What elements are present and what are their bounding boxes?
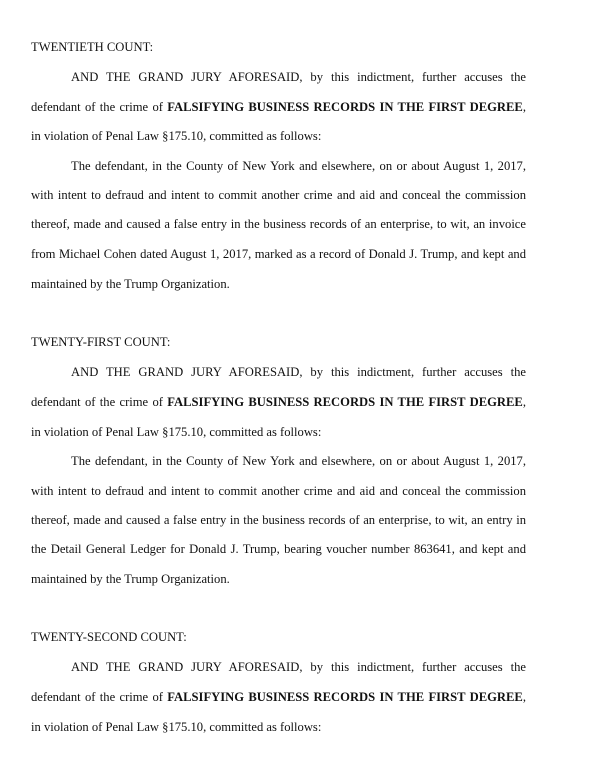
facts-line: maintained by the Trump Organization. bbox=[31, 277, 230, 291]
charge-line bbox=[31, 689, 526, 705]
charge-line: in violation of Penal Law §175.10, committed as follows: bbox=[31, 720, 322, 734]
facts-line: The defendant, in the County of New York and elsewhere, on or about August 1, 2017, bbox=[71, 454, 526, 468]
charge-punct: , bbox=[522, 690, 526, 704]
count-heading: TWENTIETH COUNT: bbox=[31, 40, 154, 54]
count-heading: TWENTY-FIRST COUNT: bbox=[31, 335, 171, 349]
facts-line: thereof, made and caused a false entry in the business records of an enterprise, to wit, an invoice bbox=[31, 217, 526, 231]
crime-name: FALSIFYING BUSINESS RECORDS IN THE FIRST DEGREE bbox=[167, 100, 523, 114]
charge-punct: , bbox=[522, 395, 526, 409]
facts-line: thereof, made and caused a false entry in the business records of an enterprise, to wit, an entry in bbox=[31, 513, 526, 527]
charge-line: AND THE GRAND JURY AFORESAID, by this indictment, further accuses the bbox=[71, 70, 526, 84]
facts-line: from Michael Cohen dated August 1, 2017, marked as a record of Donald J. Trump, and kept and bbox=[31, 247, 526, 261]
charge-punct: , bbox=[522, 100, 526, 114]
charge-text: defendant of the crime of bbox=[31, 100, 168, 114]
charge-line: AND THE GRAND JURY AFORESAID, by this indictment, further accuses the bbox=[71, 660, 526, 674]
charge-line: AND THE GRAND JURY AFORESAID, by this indictment, further accuses the bbox=[71, 365, 526, 379]
charge-line bbox=[31, 394, 526, 410]
crime-name: FALSIFYING BUSINESS RECORDS IN THE FIRST DEGREE bbox=[167, 690, 523, 704]
charge-line: in violation of Penal Law §175.10, committed as follows: bbox=[31, 129, 322, 143]
charge-line bbox=[31, 99, 526, 115]
facts-line: with intent to defraud and intent to commit another crime and aid and conceal the commission bbox=[31, 188, 526, 202]
facts-line: with intent to defraud and intent to commit another crime and aid and conceal the commission bbox=[31, 484, 526, 498]
charge-line: in violation of Penal Law §175.10, committed as follows: bbox=[31, 425, 322, 439]
charge-text: defendant of the crime of bbox=[31, 690, 168, 704]
facts-line: the Detail General Ledger for Donald J. Trump, bearing voucher number 863641, and kept and bbox=[31, 542, 526, 556]
crime-name: FALSIFYING BUSINESS RECORDS IN THE FIRST DEGREE bbox=[167, 395, 523, 409]
charge-text: defendant of the crime of bbox=[31, 395, 168, 409]
facts-line: maintained by the Trump Organization. bbox=[31, 572, 230, 586]
facts-line: The defendant, in the County of New York and elsewhere, on or about August 1, 2017, bbox=[71, 159, 526, 173]
count-heading: TWENTY-SECOND COUNT: bbox=[31, 630, 187, 644]
